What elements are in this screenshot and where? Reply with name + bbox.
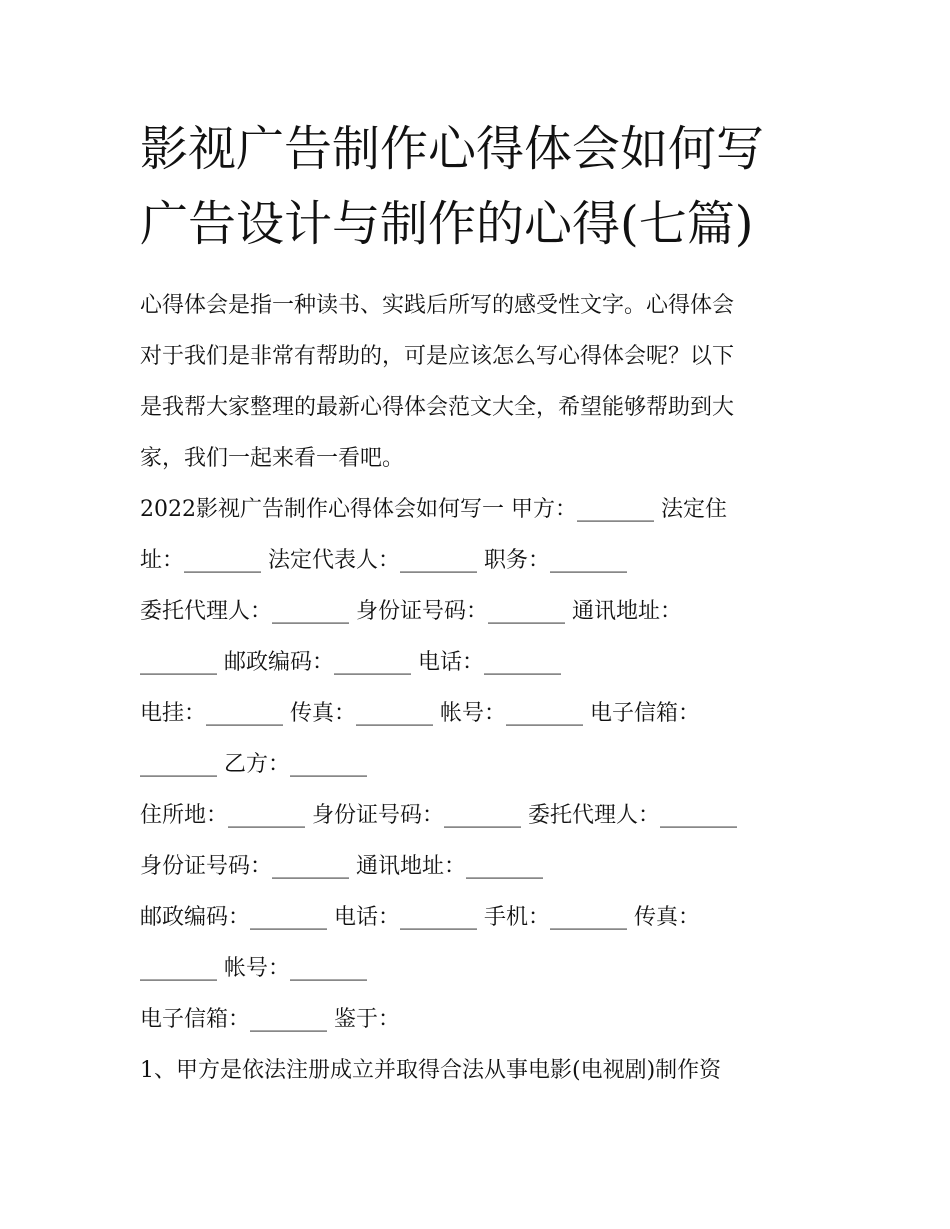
document-page (140, 112, 820, 1096)
document-title (140, 112, 820, 262)
intro-line: 是我帮大家整理的最新心得体会范文大全，希望能够帮助到大 (140, 395, 735, 420)
body-line: _______ 乙方：_______ (140, 752, 367, 777)
intro-paragraph (140, 280, 820, 484)
body-line: 址：_______ 法定代表人：_______ 职务：_______ (140, 548, 627, 573)
title-line: 影视广告制作心得体会如何写 (140, 121, 765, 177)
intro-line: 对于我们是非常有帮助的，可是应该怎么写心得体会呢？以下 (140, 344, 735, 369)
body-line: 1、甲方是依法注册成立并取得合法从事电影(电视剧)制作资 (140, 1058, 722, 1083)
contract-body (140, 484, 820, 1096)
body-line: 身份证号码：_______ 通讯地址：_______ (140, 854, 543, 879)
body-line: 2022影视广告制作心得体会如何写一 甲方：_______ 法定住 (140, 497, 727, 522)
body-line: _______ 帐号：_______ (140, 956, 367, 981)
intro-line: 家，我们一起来看一看吧。 (140, 446, 405, 471)
body-line: 电子信箱：_______ 鉴于： (140, 1007, 400, 1032)
body-line: 委托代理人：_______ 身份证号码：_______ 通讯地址： (140, 599, 682, 624)
body-line: 邮政编码：_______ 电话：_______ 手机：_______ 传真： (140, 905, 700, 930)
body-line: _______ 邮政编码：_______ 电话：_______ (140, 650, 561, 675)
body-line: 电挂：_______ 传真：_______ 帐号：_______ 电子信箱： (140, 701, 700, 726)
title-line: 广告设计与制作的心得(七篇) (140, 196, 754, 252)
intro-line: 心得体会是指一种读书、实践后所写的感受性文字。心得体会 (140, 293, 735, 318)
body-line: 住所地：_______ 身份证号码：_______ 委托代理人：_______ (140, 803, 737, 828)
